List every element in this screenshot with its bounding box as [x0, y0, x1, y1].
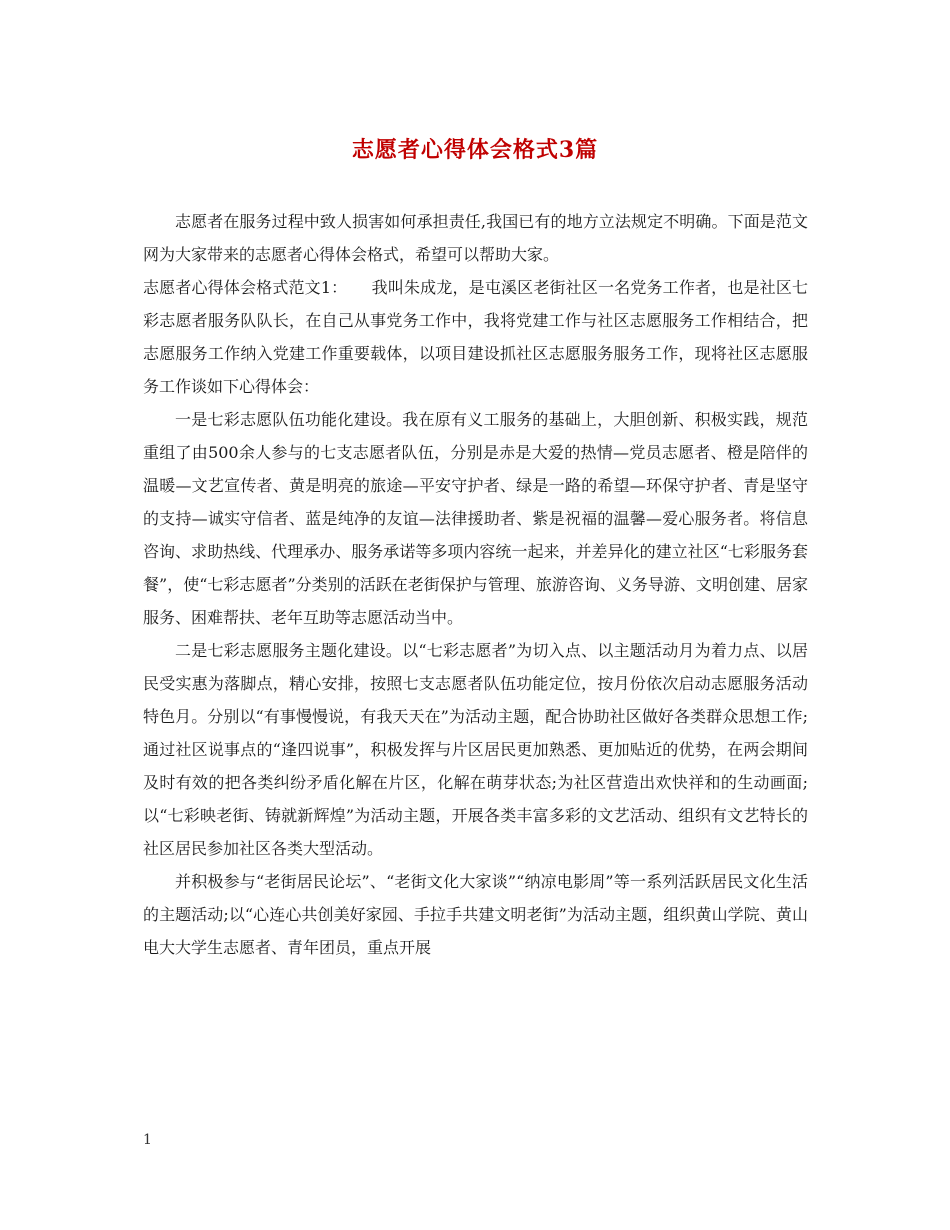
paragraph-continuation: 并积极参与“老街居民论坛”、“老街文化大家谈”“纳凉电影周”等一系列活跃居民文化生活的主题活动;以“心连心共创美好家园、手拉手共建文明老街”为活动主题，组织黄山学院、黄山电大大学生志愿者、青年团员，重点开展 [143, 872, 808, 957]
paragraph-sample-1: 志愿者心得体会格式范文1： 我叫朱成龙，是屯溪区老街社区一名党务工作者，也是社区七彩志愿者服务队队长，在自己从事党务工作中，我将党建工作与社区志愿服务工作相结合，把志愿服务工作纳入党建工作重要载体，以项目建设抓社区志愿服务服务工作，现将社区志愿服务工作谈如下心得体会： [143, 278, 808, 396]
paragraph-intro: 志愿者在服务过程中致人损害如何承担责任,我国已有的地方立法规定不明确。下面是范文网为大家带来的志愿者心得体会格式，希望可以帮助大家。 [143, 212, 808, 264]
document-body [143, 205, 808, 964]
paragraph-point-2: 二是七彩志愿服务主题化建设。以“七彩志愿者”为切入点、以主题活动月为着力点、以居民受实惠为落脚点，精心安排，按照七支志愿者队伍功能定位，按月份依次启动志愿服务活动特色月。分别以“有事慢慢说，有我天天在”为活动主题，配合协助社区做好各类群众思想工作;通过社区说事点的“逢四说事”，积极发挥与片区居民更加熟悉、更加贴近的优势，在两会期间及时有效的把各类纠纷矛盾化解在片区，化解在萌芽状态;为社区营造出欢快祥和的生动画面;以“七彩映老街、铸就新辉煌”为活动主题，开展各类丰富多彩的文艺活动、组织有文艺特长的社区居民参加社区各类大型活动。 [143, 641, 808, 858]
document-title: 志愿者心得体会格式3篇 [351, 137, 599, 163]
paragraph-point-1: 一是七彩志愿队伍功能化建设。我在原有义工服务的基础上，大胆创新、积极实践，规范重组了由500余人参与的七支志愿者队伍，分别是赤是大爱的热情—党员志愿者、橙是陪伴的温暖—文艺宣传者、黄是明亮的旅途—平安守护者、绿是一路的希望—环保守护者、青是坚守的支持—诚实守信者、蓝是纯净的友谊—法律援助者、紫是祝福的温馨—爱心服务者。将信息咨询、求助热线、代理承办、服务承诺等多项内容统一起来，并差异化的建立社区“七彩服务套餐”，使“七彩志愿者”分类别的活跃在老街保护与管理、旅游咨询、义务导游、文明创建、居家服务、困难帮扶、老年互助等志愿活动当中。 [143, 410, 808, 627]
page-number: 1 [143, 1132, 152, 1148]
